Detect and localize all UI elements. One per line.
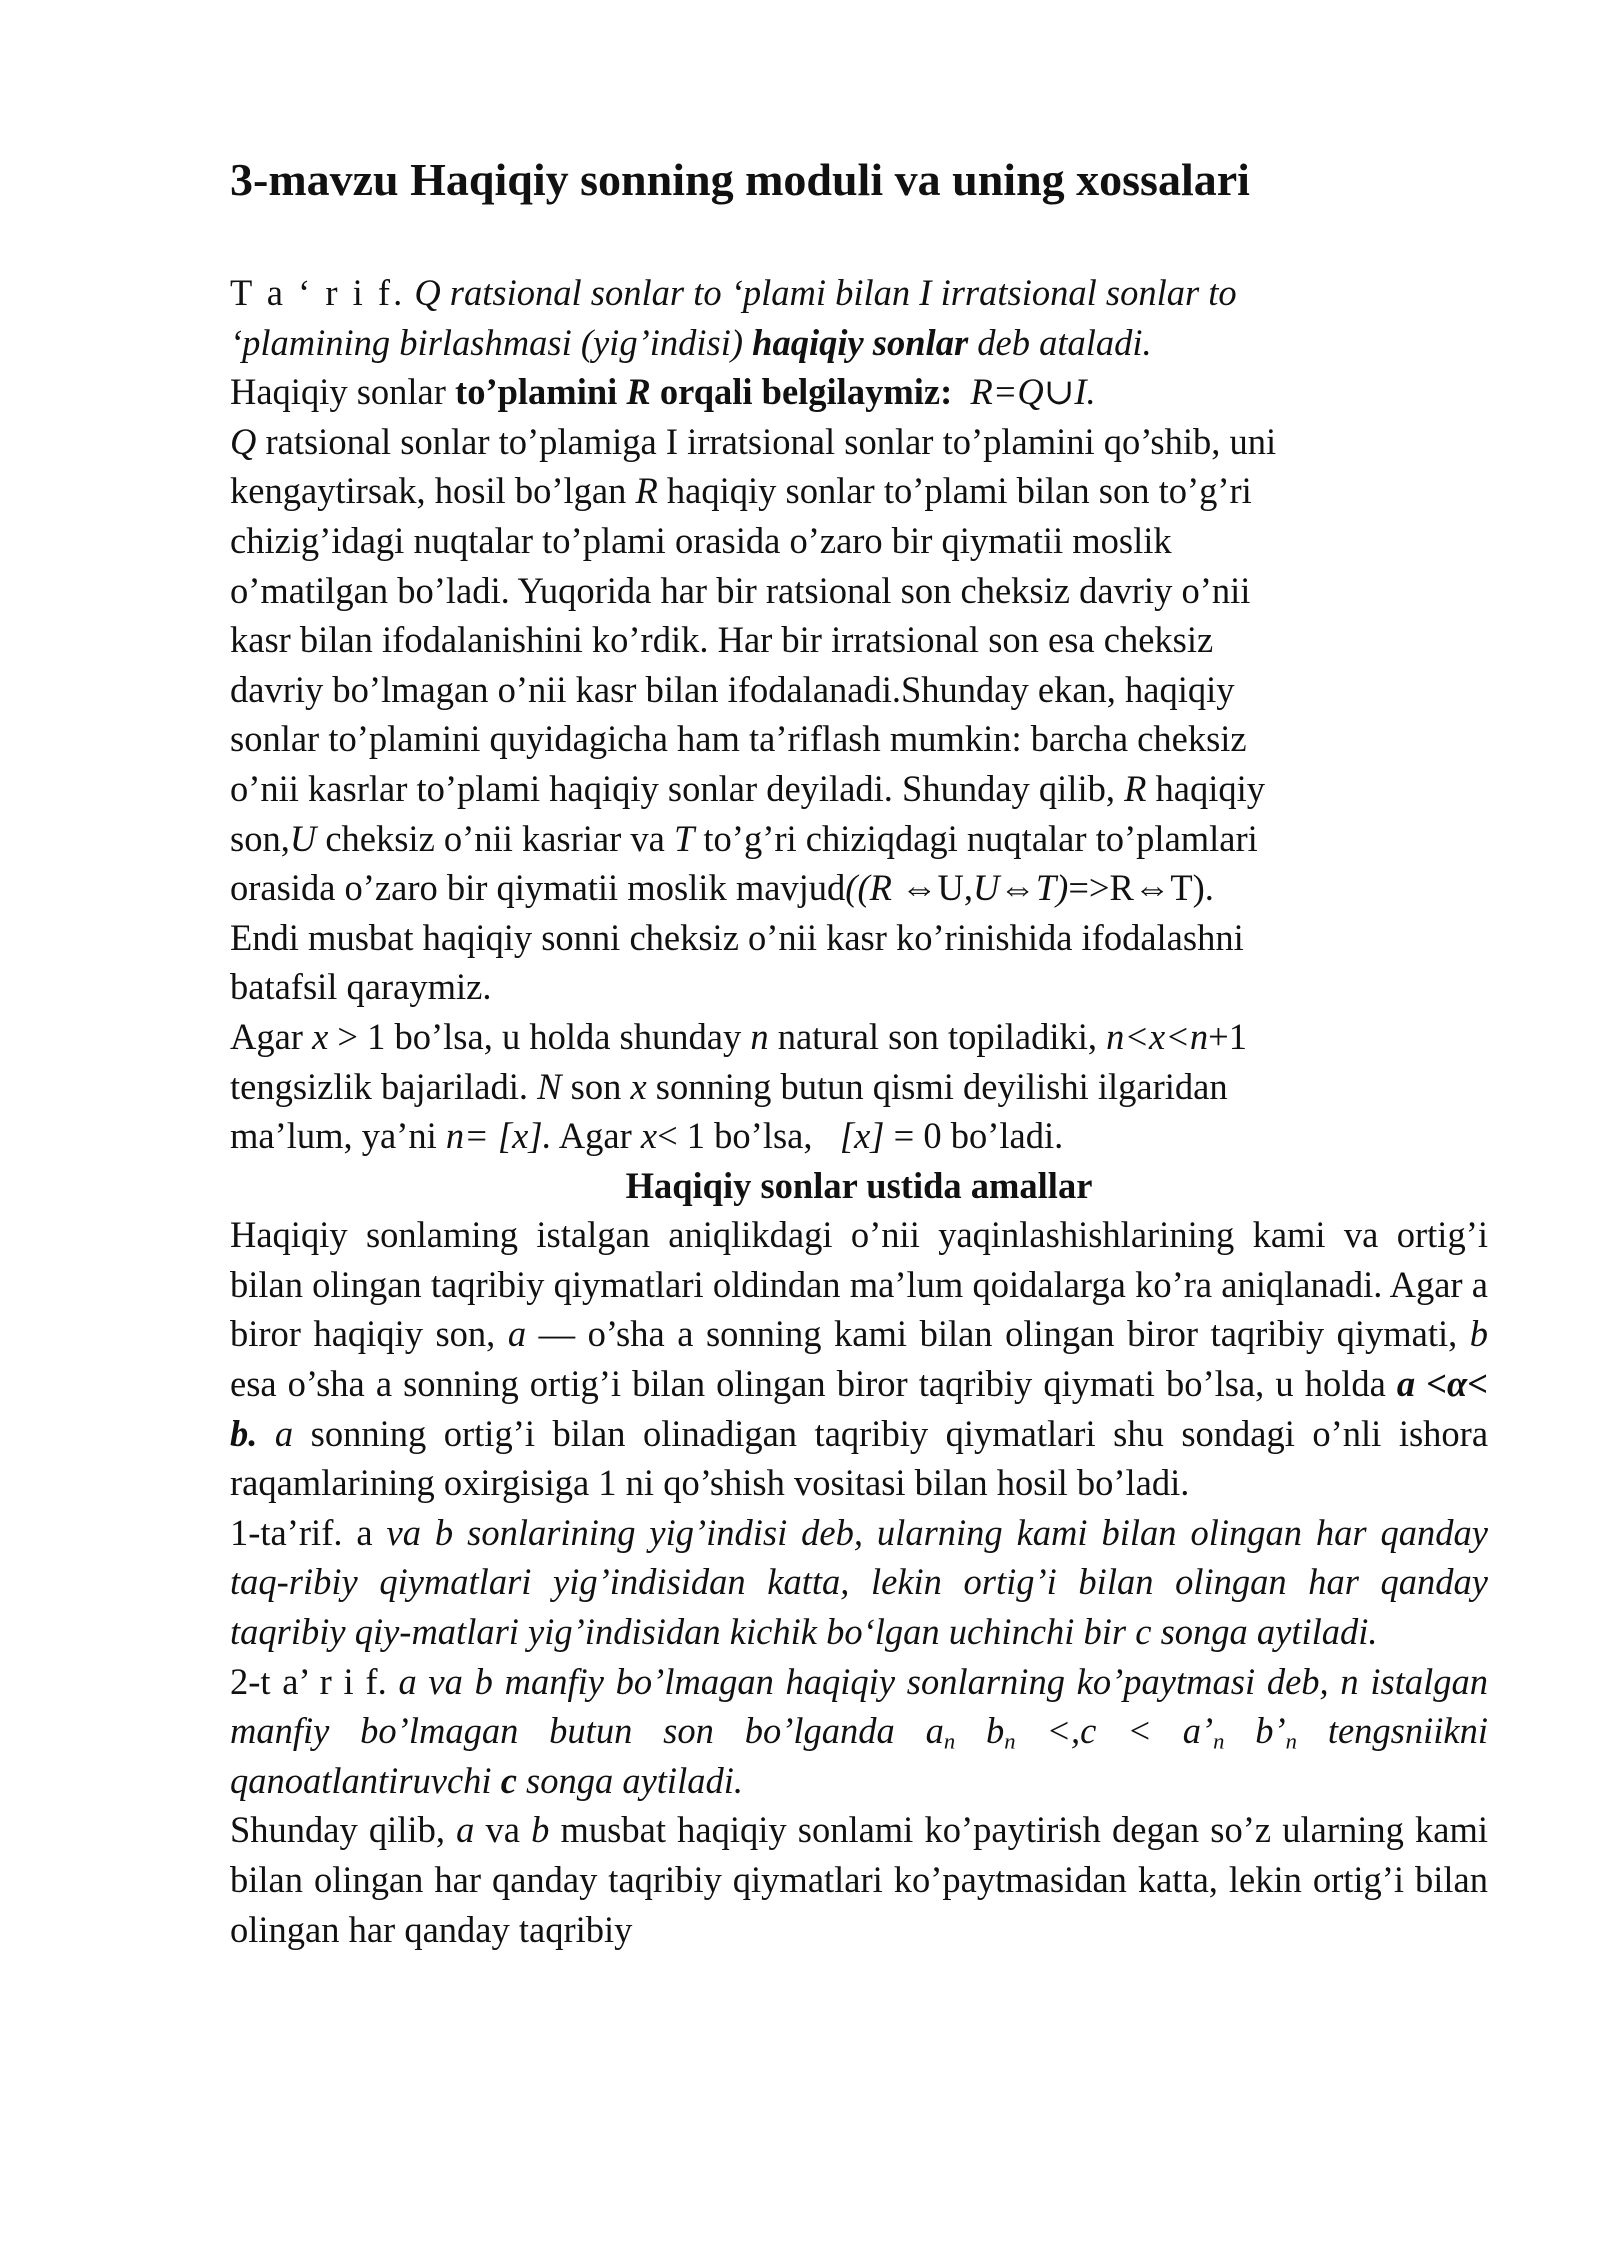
document-page <box>230 150 1488 1954</box>
definition-2-paragraph: 2-t a’ r i f. a va b manfiy bo’lmagan haqiqiy sonlarning ko’paytmasi deb, n istalgan manfiy bo’lmagan butun son bo’lganda $a_n$ $b_n <,c$ < $a’_n$ $b’_n$ tengsniikni qanoatlantiruvchi c songa aytiladi. <box>230 1660 1488 1801</box>
text-line: chizig’idagi nuqtalar to’plami orasida o’zaro bir qiymatii moslik <box>230 519 1172 561</box>
text-line: sonlar to’plamini quyidagicha ham ta’riflash mumkin: barcha cheksiz <box>230 718 1247 760</box>
intro-paragraph <box>230 913 1488 1012</box>
definition-paragraph <box>230 268 1488 367</box>
text-line: ‘plamining birlashmasi (yig’indisi) haqiqiy sonlar deb ataladi. <box>230 321 1152 363</box>
text-line: Agar x > 1 bo’lsa, u holda shunday n natural son topiladiki, n<x<n+1 <box>230 1015 1247 1057</box>
text-line: T a ‘ r i f. Q ratsional sonlar to ‘plami bilan I irratsional sonlar to <box>230 272 1237 313</box>
text-line: davriy bo’lmagan o’nii kasr bilan ifodalanadi.Shunday ekan, haqiqiy <box>230 668 1235 710</box>
text-line: kengaytirsak, hosil bo’lgan R haqiqiy sonlar to’plami bilan son to’g’ri <box>230 470 1252 512</box>
bold-term: haqiqiy sonlar <box>752 321 969 363</box>
notation-line: Haqiqiy sonlar to’plamini R orqali belgilaymiz: R=Q∪I. <box>230 371 1096 413</box>
text-line: o’matilgan bo’ladi. Yuqorida har bir ratsional son cheksiz davriy o’nii <box>230 569 1251 611</box>
text-line: o’nii kasrlar to’plami haqiqiy sonlar deyiladi. Shunday qilib, R haqiqiy <box>230 767 1265 809</box>
document-body <box>230 268 1488 1954</box>
text-line: kasr bilan ifodalanishini ko’rdik. Har bir irratsional son esa cheksiz <box>230 619 1214 661</box>
text-line: son,U cheksiz o’nii kasriar va T to’g’ri chiziqdagi nuqtalar to’plamlari <box>230 817 1258 859</box>
inequality: a <α< b. <box>230 1363 1488 1454</box>
formula: R=Q∪I. <box>970 371 1096 413</box>
section-heading: Haqiqiy sonlar ustida amallar <box>625 1164 1093 1206</box>
text-line: batafsil qaraymiz. <box>230 966 492 1008</box>
text-line: tengsizlik bajariladi. N son x sonning butun qismi deyilishi ilgaridan <box>230 1065 1228 1107</box>
multiplication-paragraph: Shunday qilib, a va b musbat haqiqiy sonlami ko’paytirish degan so’z ularning kami bilan olingan har qanday taqribiy qiymatlari ko’paytmasidan katta, lekin ortig’i bilan olingan har qanday taqribiy <box>230 1809 1489 1950</box>
integer-part-paragraph <box>230 1012 1488 1161</box>
text-line: Endi musbat haqiqiy sonni cheksiz o’nii kasr ko’rinishida ifodalashni <box>230 916 1244 958</box>
text-line: Q ratsional sonlar to’plamiga I irratsional sonlar to’plamini qo’shib, uni <box>230 420 1277 462</box>
explanation-paragraph <box>230 417 1488 913</box>
definition-1-paragraph: 1-ta’rif. a va b sonlarining yig’indisi deb, ularning kami bilan olingan har qanday taq-ribiy qiymatlari yig’indisidan katta, lekin ortig’i bilan olingan har qanday taqribiy qiy-matlari yig’indisidan kichik bo‘lgan uchinchi bir c songa aytiladi. <box>230 1511 1488 1653</box>
text-line: orasida o’zaro bir qiymatii moslik mavjud((R ⇔U,U⇔T)=>R⇔T). <box>230 867 1214 909</box>
page-title: 3-mavzu Haqiqiy sonning moduli va uning xossalari <box>230 154 1250 205</box>
operations-paragraph: Haqiqiy sonlaming istalgan aniqlikdagi o’nii yaqinlashishlarining kami va ortig’i bilan olingan taqribiy qiymatlari oldindan ma’lum qoidalarga ko’ra aniqlanadi. Agar a biror haqiqiy son, a — o’sha a sonning kami bilan olingan biror taqribiy qiymati, b esa o’sha a sonning ortig’i bilan olingan biror taqribiy qiymati bo’lsa, u holda a <α< b. a sonning ortig’i bilan olinadigan taqribiy qiymatlari shu sondagi o’nli ishora raqamlarining oxirgisiga 1 ni qo’shish vositasi bilan hosil bo’ladi. <box>230 1214 1489 1504</box>
definition-label: T a ‘ r i f. <box>230 272 406 313</box>
text-line: ma’lum, ya’ni n= [x]. Agar x< 1 bo’lsa, [x] = 0 bo’ladi. <box>230 1115 1064 1157</box>
